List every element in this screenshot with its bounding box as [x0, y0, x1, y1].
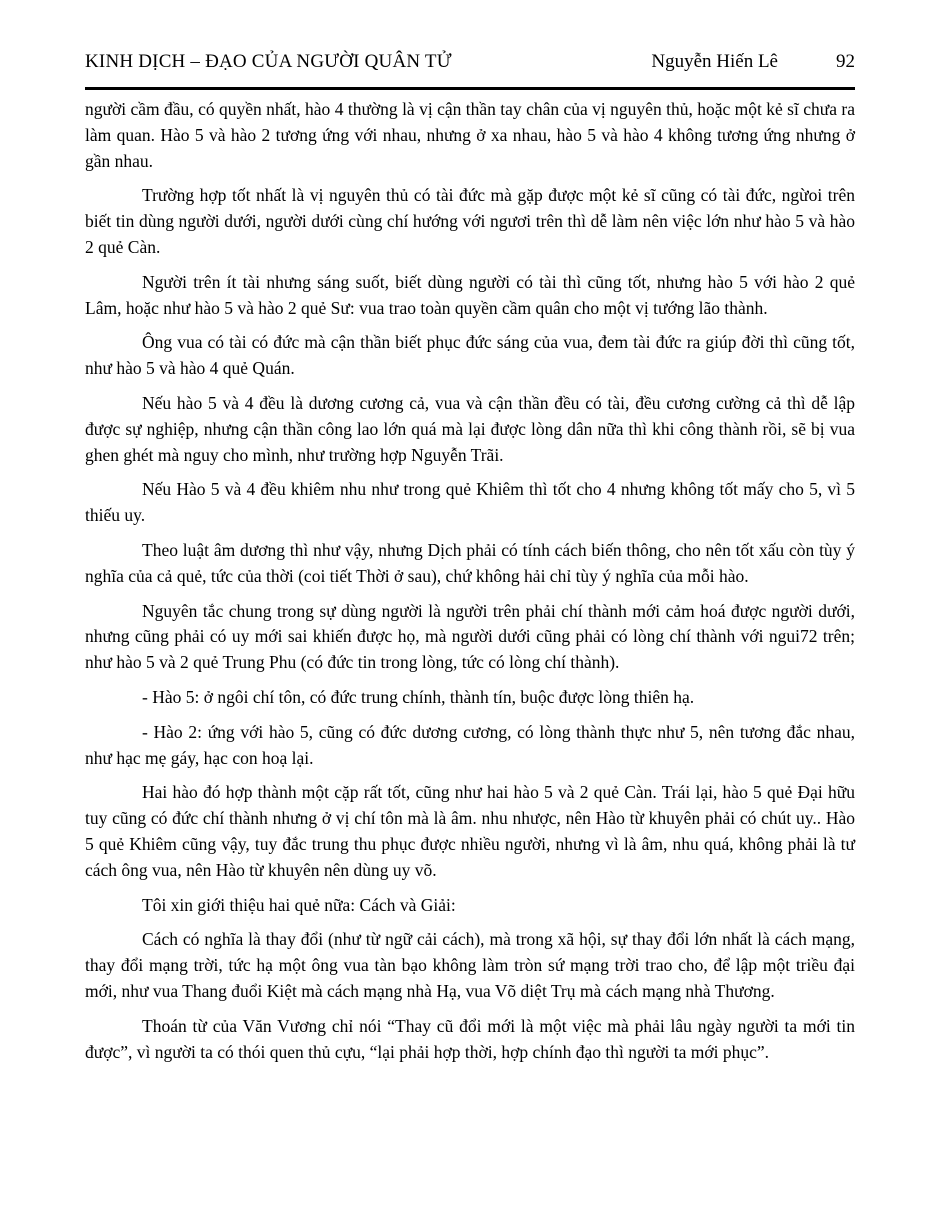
- paragraph: - Hào 2: ứng với hào 5, cũng có đức dương cương, có lòng thành thực như 5, nên tương đắc nhau, như hạc mẹ gáy, hạc con hoạ lại.: [85, 721, 855, 768]
- paragraph: Cách có nghĩa là thay đổi (như từ ngữ cải cách), mà trong xã hội, sự thay đổi lớn nhất là cách mạng, thay đổi mạng trời, tức hạ một ông vua tàn bạo không làm tròn sứ mạng trời trao cho, để lập một triều đại mới, như vua Thang đuổi Kiệt mà cách mạng nhà Hạ, vua Võ diệt Trụ mà cách mạng nhà Thương.: [85, 929, 855, 1001]
- book-title: KINH DỊCH – ĐẠO CỦA NGƯỜI QUÂN TỬ: [85, 51, 452, 72]
- paragraph: Nguyên tắc chung trong sự dùng người là người trên phải chí thành mới cảm hoá được người dưới, nhưng cũng phải có uy mới sai khiến được họ, mà người dưới cũng phải có lòng chí thành với ngui72 trên; như hào 5 và 2 quẻ Trung Phu (có đức tin trong lòng, tức có lòng chí thành).: [85, 600, 855, 673]
- paragraph: Thoán từ của Văn Vương chỉ nói “Thay cũ đổi mới là một việc mà phải lâu ngày người ta mới tin được”, vì người ta có thói quen thủ cựu, “lại phải hợp thời, hợp chính đạo thì người ta mới phục”.: [85, 1015, 855, 1062]
- page-number: 92: [836, 51, 855, 72]
- paragraph: Theo luật âm dương thì như vậy, nhưng Dịch phải có tính cách biến thông, cho nên tốt xấu còn tùy ý nghĩa của cả quẻ, tức của thời (coi tiết Thời ở sau), chứ không hải chỉ tùy ý nghĩa của mỗi hào.: [85, 539, 855, 586]
- page-body: [85, 97, 855, 1065]
- page-header: [85, 50, 855, 74]
- paragraph: - Hào 5: ở ngôi chí tôn, có đức trung chính, thành tín, buộc được lòng thiên hạ.: [142, 686, 695, 707]
- paragraph: Ông vua có tài có đức mà cận thần biết phục đức sáng của vua, đem tài đức ra giúp đời thì cũng tốt, như hào 5 và hào 4 quẻ Quán.: [85, 332, 855, 379]
- author-name: Nguyễn Hiến Lê: [651, 51, 778, 72]
- paragraph: người cầm đầu, có quyền nhất, hào 4 thường là vị cận thần tay chân của vị nguyên thủ, hoặc một kẻ sĩ chưa ra làm quan. Hào 5 và hào 2 tương ứng với nhau, nhưng ở xa nhau, hào 5 và hào 4 không tương ứng nhưng ở gần nhau.: [85, 99, 855, 171]
- paragraph: Nếu hào 5 và 4 đều là dương cương cả, vua và cận thần đều có tài, đều cương cường cả thì dễ lập được sự nghiệp, nhưng cận thần công lao lớn quá mà lại được lòng dân nữa thì khi công thành rồi, sẽ bị vua ghen ghét mà nguy cho mình, như trường hợp Nguyễn Trãi.: [85, 392, 855, 465]
- paragraph: Nếu Hào 5 và 4 đều khiêm nhu như trong quẻ Khiêm thì tốt cho 4 nhưng không tốt mấy cho 5, vì 5 thiếu uy.: [85, 479, 855, 526]
- paragraph: Tôi xin giới thiệu hai quẻ nữa: Cách và Giải:: [142, 894, 456, 915]
- paragraph: Hai hào đó hợp thành một cặp rất tốt, cũng như hai hào 5 và 2 quẻ Càn. Trái lại, hào 5 quẻ Đại hữu tuy cũng có đức chí thành nhưng ở vị chí tôn mà là âm. nhu nhược, nên Hào từ khuyên phải có chút uy.. Hào 5 quẻ Khiêm cũng vậy, tuy đắc trung thu phục được nhiều người, nhưng vì là âm, nhu quá, không phải là tư cách ông vua, nên Hào từ khuyên nên dùng uy võ.: [85, 782, 855, 880]
- paragraph: Người trên ít tài nhưng sáng suốt, biết dùng người có tài thì cũng tốt, nhưng hào 5 với hào 2 quẻ Lâm, hoặc như hào 5 và hào 2 quẻ Sư: vua trao toàn quyền cầm quân cho một vị tướng lão thành.: [85, 271, 855, 318]
- header-rule: [85, 87, 855, 90]
- paragraph: Trường hợp tốt nhất là vị nguyên thủ có tài đức mà gặp được một kẻ sĩ cũng có tài đức, ngừoi trên biết tin dùng người dưới, người dưới cùng chí hướng với ngươi trên thì dễ làm nên việc lớn như hào 5 và hào 2 quẻ Càn.: [85, 185, 855, 257]
